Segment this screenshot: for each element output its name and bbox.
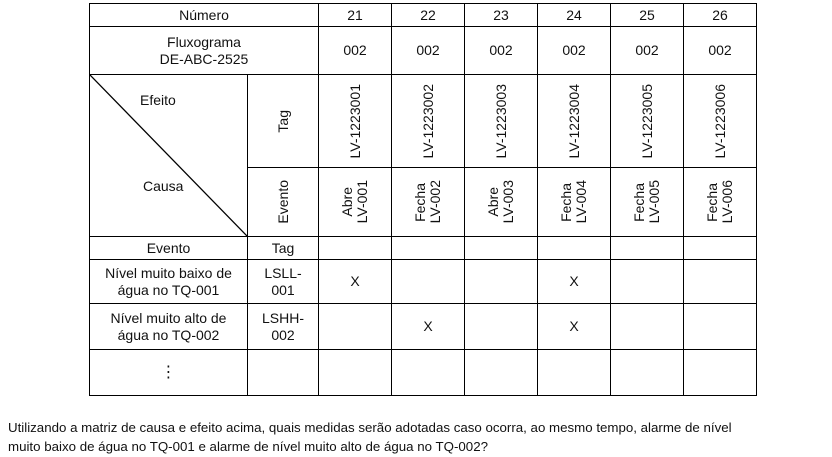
numero-label: Número	[90, 4, 319, 27]
evento-21	[319, 168, 392, 237]
matrix-mark	[684, 304, 757, 350]
cause-evento	[90, 260, 248, 304]
tag-label: Tag	[274, 109, 291, 133]
evento-26	[684, 168, 757, 237]
cause-evento-line1: Nível muito alto de	[110, 309, 227, 326]
cause-tag-line2: 002	[271, 326, 295, 343]
cause-tag-line1: LSHH-	[261, 309, 304, 326]
evento-26-line2: LV-006	[719, 180, 735, 224]
fluxograma-22: 002	[392, 27, 465, 75]
tag-row	[90, 75, 757, 168]
empty-cell	[538, 237, 611, 260]
empty-cell	[465, 350, 538, 396]
numero-22: 22	[392, 4, 465, 27]
cause-evento-line2: água no TQ-001	[117, 281, 220, 298]
evento-label-cell	[248, 168, 319, 237]
matrix-mark: X	[319, 260, 392, 304]
tag-26	[684, 75, 757, 168]
fluxograma-label	[90, 27, 319, 75]
evento-25-line2: LV-005	[646, 180, 662, 224]
efeito-causa-corner	[90, 75, 248, 237]
matrix-mark	[684, 260, 757, 304]
fluxograma-25: 002	[611, 27, 684, 75]
matrix-mark	[465, 260, 538, 304]
fluxograma-label-line2: DE-ABC-2525	[159, 50, 249, 67]
numero-row	[90, 4, 757, 27]
empty-cell	[538, 350, 611, 396]
tag-24-text: LV-1223004	[565, 83, 582, 159]
numero-26: 26	[684, 4, 757, 27]
fluxograma-24: 002	[538, 27, 611, 75]
matrix-mark	[611, 260, 684, 304]
cause-row-lshh-002	[90, 304, 757, 350]
tag-23	[465, 75, 538, 168]
evento-24	[538, 168, 611, 237]
matrix-mark	[319, 304, 392, 350]
ellipsis-cell	[90, 350, 248, 396]
numero-24: 24	[538, 4, 611, 27]
fluxograma-26: 002	[684, 27, 757, 75]
evento-24-line2: LV-004	[573, 180, 589, 224]
empty-cell	[684, 350, 757, 396]
evento-22	[392, 168, 465, 237]
empty-cell	[319, 237, 392, 260]
tag-label-cell	[248, 75, 319, 168]
cause-evento-line1: Nível muito baixo de	[105, 264, 232, 281]
numero-21: 21	[319, 4, 392, 27]
causa-label: Causa	[143, 178, 184, 194]
cause-row-lsll-001	[90, 260, 757, 304]
numero-23: 23	[465, 4, 538, 27]
tag-25	[611, 75, 684, 168]
fluxograma-21: 002	[319, 27, 392, 75]
tag-22-text: LV-1223002	[419, 83, 436, 159]
tag-21-text: LV-1223001	[346, 83, 363, 159]
vertical-ellipsis: ⋮	[160, 364, 177, 381]
cause-evento-line2: água no TQ-002	[117, 326, 220, 343]
fluxograma-23: 002	[465, 27, 538, 75]
evento-24-line1: Fecha	[558, 182, 574, 222]
efeito-label: Efeito	[140, 92, 176, 108]
evento-21-line2: LV-001	[354, 180, 370, 224]
cause-header-row	[90, 237, 757, 260]
question-line2: muito baixo de água no TQ-001 e alarme de nível muito alto de água no TQ-002?	[8, 439, 488, 454]
cause-tag-line1: LSLL-	[264, 264, 302, 281]
continuation-row	[90, 350, 757, 396]
matrix-mark	[611, 304, 684, 350]
empty-cell	[319, 350, 392, 396]
evento-25	[611, 168, 684, 237]
empty-cell	[392, 237, 465, 260]
tag-24	[538, 75, 611, 168]
matrix-mark: X	[392, 304, 465, 350]
fluxograma-row	[90, 27, 757, 75]
empty-cell	[248, 350, 319, 396]
evento-25-line1: Fecha	[631, 182, 647, 222]
matrix-mark	[465, 304, 538, 350]
question-line1: Utilizando a matriz de causa e efeito acima, quais medidas serão adotadas caso ocorra, ao mesmo tempo, alarme de nível	[8, 420, 732, 435]
empty-cell	[465, 237, 538, 260]
cause-effect-matrix	[89, 3, 757, 396]
header-evento: Evento	[90, 237, 248, 260]
evento-26-line1: Fecha	[704, 182, 720, 222]
cause-evento	[90, 304, 248, 350]
tag-26-text: LV-1223006	[711, 83, 728, 159]
tag-25-text: LV-1223005	[638, 83, 655, 159]
empty-cell	[392, 350, 465, 396]
evento-22-line2: LV-002	[427, 180, 443, 224]
empty-cell	[611, 350, 684, 396]
evento-21-line1: Abre	[339, 187, 355, 217]
matrix-mark: X	[538, 304, 611, 350]
tag-23-text: LV-1223003	[492, 83, 509, 159]
cause-tag-line2: 001	[271, 281, 295, 298]
evento-23-line1: Abre	[485, 187, 501, 217]
question-text	[8, 418, 828, 456]
fluxograma-label-line1: Fluxograma	[167, 33, 241, 50]
empty-cell	[684, 237, 757, 260]
evento-23-line2: LV-003	[500, 180, 516, 224]
numero-25: 25	[611, 4, 684, 27]
matrix-mark	[392, 260, 465, 304]
header-tag: Tag	[248, 237, 319, 260]
evento-23	[465, 168, 538, 237]
empty-cell	[611, 237, 684, 260]
cause-tag	[248, 260, 319, 304]
evento-label: Evento	[274, 180, 291, 224]
cause-tag	[248, 304, 319, 350]
evento-22-line1: Fecha	[412, 182, 428, 222]
tag-22	[392, 75, 465, 168]
tag-21	[319, 75, 392, 168]
matrix-mark: X	[538, 260, 611, 304]
